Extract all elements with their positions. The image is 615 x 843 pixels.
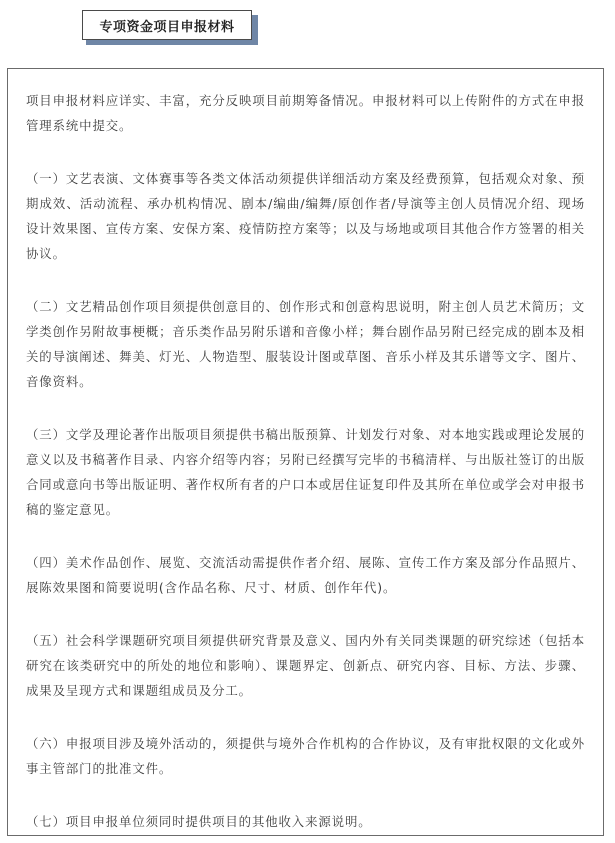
section-title (82, 10, 254, 40)
item-4-paragraph: （四）美术作品创作、展览、交流活动需提供作者介绍、展陈、宣传工作方案及部分作品照片、展陈效果图和简要说明(含作品名称、尺寸、材质、创作年代)。 (26, 555, 585, 595)
item-7-paragraph: （七）项目申报单位须同时提供项目的其他收入来源说明。 (26, 814, 372, 829)
content-box (7, 68, 604, 836)
item-6-paragraph: （六）申报项目涉及境外活动的，须提供与境外合作机构的合作协议，及有审批权限的文化或外事主管部门的批准文件。 (26, 736, 585, 776)
item-5-paragraph: （五）社会科学课题研究项目须提供研究背景及意义、国内外有关同类课题的研究综述（包括本研究在该类研究中的所处的地位和影响）、课题界定、创新点、研究内容、目标、方法、步骤、成果及呈现方式和课题组成员及分工。 (26, 633, 585, 698)
item-2-paragraph: （二）文艺精品创作项目须提供创意目的、创作形式和创意构思说明，附主创人员艺术简历；文学类创作另附故事梗概；音乐类作品另附乐谱和音像小样；舞台剧作品另附已经完成的剧本及相关的导演阐述、舞美、灯光、人物造型、服装设计图或草图、音乐小样及其乐谱等文字、图片、音像资料。 (26, 299, 585, 389)
item-3-paragraph: （三）文学及理论著作出版项目须提供书稿出版预算、计划发行对象、对本地实践或理论发展的意义以及书稿著作目录、内容介绍等内容；另附已经撰写完毕的书稿清样、与出版社签订的出版合同或意向书等出版证明、著作权所有者的户口本或居住证复印件及其所在单位或学会对申报书稿的鉴定意见。 (26, 427, 585, 517)
item-1-paragraph: （一）文艺表演、文体赛事等各类文体活动须提供详细活动方案及经费预算，包括观众对象、预期成效、活动流程、承办机构情况、剧本/编曲/编舞/原创作者/导演等主创人员情况介绍、现场设计效果图、宣传方案、安保方案、疫情防控方案等；以及与场地或项目其他合作方签署的相关协议。 (26, 171, 585, 261)
section-title-label: 专项资金项目申报材料 (82, 10, 252, 40)
intro-paragraph: 项目申报材料应详实、丰富，充分反映项目前期筹备情况。申报材料可以上传附件的方式在申报管理系统中提交。 (26, 93, 585, 133)
